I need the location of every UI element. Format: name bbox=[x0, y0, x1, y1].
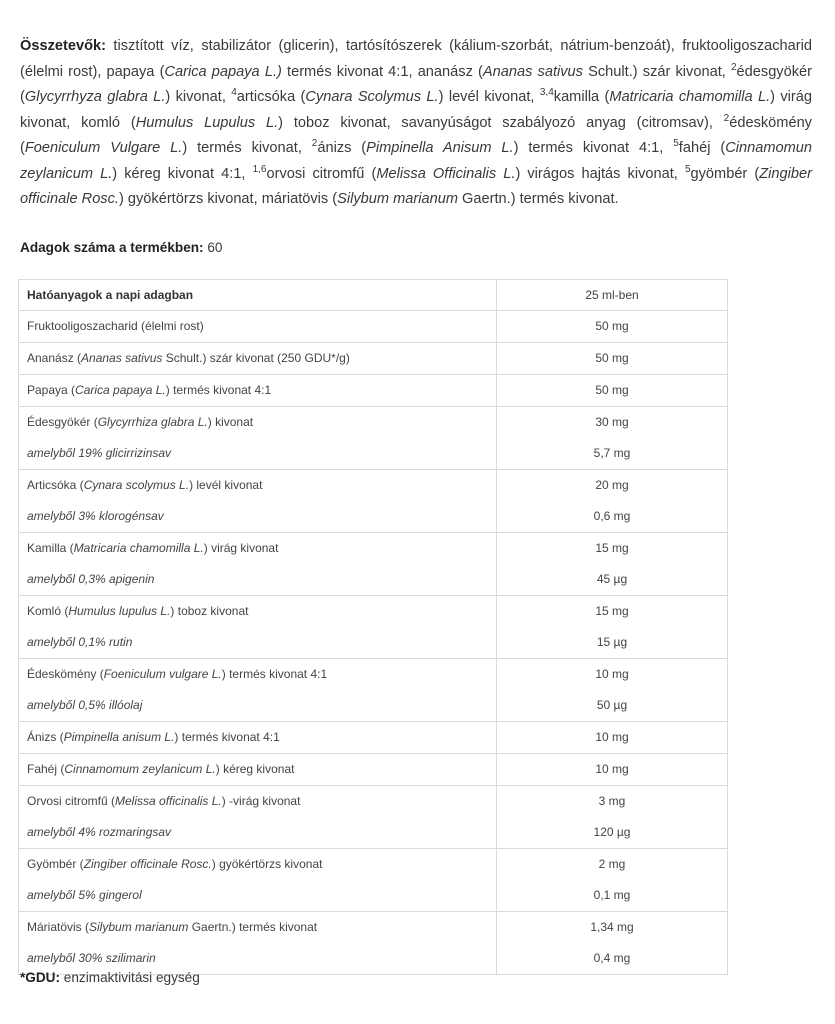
ingredient-value-cell bbox=[497, 533, 728, 596]
footnote-marker: 1,6 bbox=[252, 163, 267, 175]
text-segment: Papaya ( bbox=[27, 383, 76, 397]
ingredient-amount: 1,34 mg bbox=[590, 920, 634, 934]
sub-component-amount: 15 µg bbox=[596, 635, 628, 649]
servings-label: Adagok száma a termékben: bbox=[20, 240, 204, 255]
ingredient-name-cell bbox=[19, 470, 497, 533]
sub-component-name: amelyből 5% gingerol bbox=[27, 888, 142, 902]
ingredient-value-cell bbox=[497, 912, 728, 975]
ingredient-name-cell bbox=[19, 754, 497, 786]
text-segment: ) kivonat, bbox=[165, 89, 232, 105]
italic-term: Matricaria chamomilla L. bbox=[609, 89, 771, 105]
ingredient-name-cell bbox=[19, 722, 497, 754]
ingredient-value-cell bbox=[497, 659, 728, 722]
text-segment: Schult.) szár kivonat, bbox=[582, 63, 731, 80]
italic-term: Glycyrrhyza glabra L. bbox=[24, 89, 166, 105]
ingredient-value-cell bbox=[497, 754, 728, 786]
italic-term: Silybum marianum bbox=[89, 920, 189, 934]
ingredient-amount: 20 mg bbox=[595, 478, 629, 492]
ingredient-amount: 50 mg bbox=[595, 351, 629, 365]
italic-term: Pimpinella Anisum L. bbox=[366, 140, 514, 156]
text-segment: ) termés kivonat 4:1 bbox=[165, 383, 272, 397]
ingredient-value-cell bbox=[497, 722, 728, 754]
italic-term: Ananas sativus bbox=[81, 351, 163, 365]
text-segment: ) virágos hajtás kivonat, bbox=[515, 165, 685, 182]
italic-term: Carica papaya L. bbox=[75, 383, 166, 397]
ingredient-name bbox=[27, 849, 488, 880]
sub-component-amount: 0,4 mg bbox=[593, 951, 631, 965]
text-segment: Schult.) szár kivonat (250 GDU*/g) bbox=[162, 351, 350, 365]
sub-component-name: amelyből 4% rozmaringsav bbox=[27, 825, 172, 839]
ingredient-name bbox=[27, 659, 488, 690]
ingredient-value-cell bbox=[497, 470, 728, 533]
table-row bbox=[19, 375, 728, 407]
italic-term: Matricaria chamomilla L. bbox=[73, 541, 204, 555]
ingredient-name bbox=[27, 407, 488, 438]
text-segment: orvosi citromfű ( bbox=[266, 165, 377, 182]
ingredient-amount: 30 mg bbox=[595, 415, 629, 429]
text-segment: Fruktooligoszacharid (élelmi rost) bbox=[27, 319, 204, 333]
italic-term: Zingiber officinale Rosc. bbox=[20, 165, 812, 207]
ingredient-amount: 10 mg bbox=[595, 730, 629, 744]
italic-term: Foeniculum Vulgare L. bbox=[24, 140, 183, 156]
footnote-marker: 5 bbox=[684, 163, 691, 175]
header-value-cell: 25 ml-ben bbox=[497, 280, 728, 311]
text-segment: ) virág kivonat bbox=[203, 541, 279, 555]
text-segment: Édesgyökér ( bbox=[27, 415, 98, 429]
ingredient-amount: 50 mg bbox=[595, 319, 629, 333]
sub-component-amount: 0,1 mg bbox=[593, 888, 631, 902]
italic-term: Cinnamomum zeylanicum L. bbox=[64, 762, 216, 776]
italic-term: Foeniculum vulgare L. bbox=[103, 667, 222, 681]
ingredient-value-cell bbox=[497, 343, 728, 375]
text-segment: ) gyökértörzs kivonat, máriatövis ( bbox=[118, 191, 338, 207]
sub-component-amount: 120 µg bbox=[593, 825, 631, 839]
footnote-marker: 3,4 bbox=[539, 87, 554, 99]
table-row bbox=[19, 659, 728, 722]
ingredient-name bbox=[27, 754, 488, 785]
table-row bbox=[19, 754, 728, 786]
table-row bbox=[19, 722, 728, 754]
text-segment: Komló ( bbox=[27, 604, 69, 618]
text-segment: Édeskömény ( bbox=[27, 667, 104, 681]
text-segment: Fahéj ( bbox=[27, 762, 65, 776]
table-row bbox=[19, 786, 728, 849]
ingredients-paragraph bbox=[20, 34, 812, 213]
italic-term: Zingiber officinale Rosc. bbox=[83, 857, 212, 871]
ingredient-value-cell bbox=[497, 407, 728, 470]
text-segment: gyömbér ( bbox=[690, 165, 760, 182]
text-segment: ) termés kivonat 4:1 bbox=[221, 667, 328, 681]
sub-component-name: amelyből 0,3% apigenin bbox=[27, 572, 155, 586]
text-segment: Gaertn.) termés kivonat bbox=[188, 920, 318, 934]
italic-term: Humulus lupulus L. bbox=[68, 604, 171, 618]
servings-value: 60 bbox=[203, 240, 223, 255]
italic-term: Cynara Scolymus L. bbox=[305, 89, 439, 105]
text-segment: ) kivonat bbox=[207, 415, 254, 429]
ingredient-name bbox=[27, 343, 488, 374]
ingredient-value-cell bbox=[497, 849, 728, 912]
footnote-marker: 5 bbox=[673, 138, 679, 150]
ingredient-name-cell bbox=[19, 407, 497, 470]
italic-term: Cynara scolymus L. bbox=[83, 478, 190, 492]
text-segment: édesgyökér ( bbox=[20, 63, 812, 105]
text-segment: ) termés kivonat, bbox=[182, 140, 312, 156]
text-segment: ) kéreg kivonat 4:1, bbox=[112, 165, 253, 182]
ingredient-name bbox=[27, 375, 488, 406]
ingredient-amount: 2 mg bbox=[598, 857, 626, 871]
footnote-marker: 4 bbox=[231, 87, 237, 99]
ingredient-name-cell bbox=[19, 375, 497, 407]
text-segment: kamilla ( bbox=[553, 89, 610, 105]
italic-term: Silybum marianum bbox=[337, 191, 458, 207]
table-row bbox=[19, 912, 728, 975]
text-segment: ) levél kivonat, bbox=[438, 89, 540, 105]
text-segment: ánizs ( bbox=[317, 140, 367, 156]
text-segment: Ánizs ( bbox=[27, 730, 64, 744]
sub-component-name: amelyből 30% szilimarin bbox=[27, 951, 156, 965]
footnote-label: *GDU: bbox=[20, 970, 61, 985]
sub-component-name: amelyből 3% klorogénsav bbox=[27, 509, 164, 523]
ingredient-value-cell bbox=[497, 311, 728, 343]
table-row bbox=[19, 407, 728, 470]
text-segment: fahéj ( bbox=[678, 140, 726, 156]
footnote-marker: 2 bbox=[311, 138, 318, 150]
ingredient-name bbox=[27, 912, 488, 943]
servings-line bbox=[20, 240, 223, 255]
text-segment: édeskömény ( bbox=[20, 114, 812, 156]
ingredients-text bbox=[20, 38, 812, 207]
ingredient-name-cell bbox=[19, 311, 497, 343]
ingredient-name-cell bbox=[19, 343, 497, 375]
text-segment: Kamilla ( bbox=[27, 541, 74, 555]
text-segment: termés kivonat 4:1, ananász ( bbox=[281, 63, 483, 80]
ingredient-name-cell bbox=[19, 533, 497, 596]
footnote bbox=[20, 970, 200, 985]
ingredient-amount: 15 mg bbox=[595, 541, 629, 555]
table-row bbox=[19, 311, 728, 343]
ingredient-value-cell bbox=[497, 596, 728, 659]
ingredient-amount: 50 mg bbox=[595, 383, 629, 397]
ingredient-amount: 15 mg bbox=[595, 604, 629, 618]
italic-term: Carica papaya L.) bbox=[164, 63, 282, 80]
footnote-marker: 2 bbox=[723, 112, 730, 124]
text-segment: ) kéreg kivonat bbox=[215, 762, 295, 776]
table-header-row bbox=[19, 280, 728, 311]
italic-term: Melissa Officinalis L. bbox=[376, 165, 516, 182]
footnote-marker: 2 bbox=[730, 61, 737, 73]
ingredient-amount: 10 mg bbox=[595, 667, 629, 681]
sub-component-amount: 5,7 mg bbox=[593, 446, 631, 460]
table-row bbox=[19, 343, 728, 375]
table-row bbox=[19, 470, 728, 533]
ingredient-name-cell bbox=[19, 659, 497, 722]
ingredient-name bbox=[27, 311, 488, 342]
text-segment: Máriatövis ( bbox=[27, 920, 90, 934]
text-segment: ) virág kivonat, komló ( bbox=[20, 89, 813, 131]
table-row bbox=[19, 533, 728, 596]
table-row bbox=[19, 849, 728, 912]
text-segment: Orvosi citromfű ( bbox=[27, 794, 116, 808]
ingredient-name bbox=[27, 596, 488, 627]
italic-term: Pimpinella anisum L. bbox=[63, 730, 175, 744]
ingredient-name-cell bbox=[19, 786, 497, 849]
table-row bbox=[19, 596, 728, 659]
text-segment: ) termés kivonat 4:1 bbox=[174, 730, 280, 744]
text-segment: Articsóka ( bbox=[27, 478, 84, 492]
italic-term: Cinnamomun zeylanicum L. bbox=[20, 140, 812, 182]
sub-component-name: amelyből 0,1% rutin bbox=[27, 635, 133, 649]
footnote-text: enzimaktivitási egység bbox=[60, 970, 200, 985]
sub-component-amount: 45 µg bbox=[596, 572, 628, 586]
italic-term: Ananas sativus bbox=[482, 63, 583, 80]
text-segment: ) termés kivonat 4:1, bbox=[513, 140, 674, 156]
ingredient-name-cell bbox=[19, 596, 497, 659]
text-segment: articsóka ( bbox=[236, 89, 306, 105]
ingredient-name bbox=[27, 533, 488, 564]
text-segment: ) -virág kivonat bbox=[221, 794, 301, 808]
sub-component-amount: 50 µg bbox=[596, 698, 628, 712]
sub-component-name: amelyből 19% glicirrizinsav bbox=[27, 446, 172, 460]
text-segment: Gyömbér ( bbox=[27, 857, 84, 871]
text-segment: ) levél kivonat bbox=[189, 478, 263, 492]
ingredient-name-cell bbox=[19, 912, 497, 975]
text-segment: tisztított víz, stabilizátor (glicerin), tartósítószerek (kálium-szorbát, nátrium-benzoát), fruktooligoszacharid (élelmi rost), papaya ( bbox=[20, 38, 812, 80]
text-segment: ) gyökértörzs kivonat bbox=[211, 857, 323, 871]
header-name-cell: Hatóanyagok a napi adagban bbox=[19, 280, 497, 311]
active-ingredients-table bbox=[18, 279, 728, 975]
ingredient-name bbox=[27, 470, 488, 501]
sub-component-amount: 0,6 mg bbox=[593, 509, 631, 523]
ingredient-amount: 10 mg bbox=[595, 762, 629, 776]
italic-term: Humulus Lupulus L. bbox=[135, 114, 279, 131]
italic-term: Melissa officinalis L. bbox=[115, 794, 222, 808]
ingredient-value-cell bbox=[497, 786, 728, 849]
italic-term: Glycyrrhiza glabra L. bbox=[97, 415, 208, 429]
ingredient-name bbox=[27, 722, 488, 753]
ingredient-name-cell bbox=[19, 849, 497, 912]
sub-component-name: amelyből 0,5% illóolaj bbox=[27, 698, 143, 712]
ingredient-amount: 3 mg bbox=[598, 794, 626, 808]
ingredient-name bbox=[27, 786, 488, 817]
text-segment: Ananász ( bbox=[27, 351, 82, 365]
ingredient-value-cell bbox=[497, 375, 728, 407]
text-segment: ) toboz kivonat, savanyúságot szabályozó anyag (citromsav), bbox=[278, 114, 724, 131]
ingredients-label: Összetevők: bbox=[20, 38, 106, 54]
text-segment: Gaertn.) termés kivonat. bbox=[457, 191, 619, 207]
text-segment: ) toboz kivonat bbox=[170, 604, 249, 618]
